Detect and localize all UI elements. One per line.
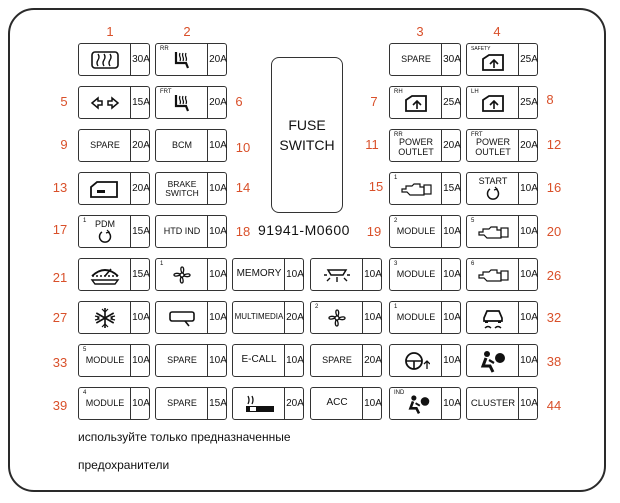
fuse-a1 (155, 258, 227, 291)
fuse-label: MODULE (396, 225, 436, 236)
amperage: 10A (284, 345, 305, 376)
fuse-b4 (389, 301, 461, 334)
warning-note-line1: используйте только предназначенные (78, 430, 291, 444)
fuse-number-6: 6 (235, 94, 243, 109)
amperage: 20A (518, 130, 539, 161)
fuse-label: POWER OUTLET (475, 137, 511, 157)
fuse-number-14: 14 (235, 180, 251, 195)
fuse-6 (155, 86, 227, 119)
fuse-b2 (232, 301, 304, 334)
fuse-sup: FRT (160, 89, 172, 95)
fuse-33 (78, 344, 150, 377)
fuse-11 (389, 129, 461, 162)
fuse-14 (155, 172, 227, 205)
airbag-icon (479, 349, 507, 373)
amperage: 10A (130, 345, 151, 376)
fuse-sup: IND (394, 390, 405, 396)
fuse-number-39: 39 (52, 398, 68, 413)
fuse-c2 (232, 344, 304, 377)
fuse-sup: LH (471, 89, 479, 95)
fuse-2 (155, 43, 227, 76)
fuse-7 (389, 86, 461, 119)
start-icon (98, 229, 112, 243)
fuse-number-16: 16 (546, 180, 562, 195)
amperage: 10A (518, 216, 539, 247)
fuse-label: MULTIMEDIA (234, 312, 284, 322)
engine-icon (400, 182, 432, 196)
amperage: 20A (207, 44, 228, 75)
fuse-12 (466, 129, 538, 162)
fuse-number-8: 8 (546, 92, 554, 107)
fuse-sup: 4 (83, 390, 87, 396)
fuse-sup: RR (160, 46, 169, 52)
heated-seat-icon (171, 49, 193, 71)
turn-signal-icon (90, 96, 120, 110)
fuse-label: PDM (95, 218, 115, 229)
fuse-17 (78, 215, 150, 248)
fuse-label: START (478, 175, 508, 186)
amperage: 10A (130, 302, 151, 333)
fuse-sup: 2 (394, 218, 398, 224)
amperage: 10A (441, 216, 462, 247)
airbag-icon (407, 393, 431, 415)
fuse-number-21: 21 (52, 270, 68, 285)
door-lock-icon (89, 179, 121, 199)
amperage: 10A (207, 173, 228, 204)
amperage: 20A (130, 173, 151, 204)
stability-control-icon (480, 306, 506, 330)
fuse-sup: 1 (394, 304, 398, 310)
amperage: 10A (518, 259, 539, 290)
engine-icon (477, 268, 509, 282)
fuse-switch-label-line1: FUSE (288, 117, 326, 133)
steering-wheel-icon (402, 350, 430, 372)
fuse-label: E-CALL (241, 354, 277, 366)
fuse-number-19: 19 (366, 224, 382, 239)
amperage: 10A (130, 388, 151, 419)
engine-icon (477, 225, 509, 239)
rear-wiper-icon (89, 264, 121, 286)
fuse-number-1: 1 (106, 24, 114, 39)
fuse-label: SPARE (322, 354, 352, 365)
fuse-label: BCM (172, 139, 192, 150)
warning-note-line2: предохранители (78, 458, 170, 472)
power-window-icon (480, 93, 506, 113)
fuse-number-9: 9 (60, 137, 68, 152)
cigarette-lighter-icon (242, 393, 276, 415)
amperage: 15A (130, 87, 151, 118)
fuse-39 (78, 387, 150, 420)
fuse-number-26: 26 (546, 268, 562, 283)
fuse-number-32: 32 (546, 310, 562, 325)
fuse-label: CLUSTER (470, 397, 516, 409)
fuse-number-10: 10 (235, 140, 251, 155)
amperage: 10A (207, 216, 228, 247)
fuse-sup: RH (394, 89, 403, 95)
fuse-sup: 3 (394, 261, 398, 267)
fuse-sup: RR (394, 132, 403, 138)
amperage: 25A (518, 87, 539, 118)
fuse-c4 (389, 344, 461, 377)
amperage: 10A (518, 388, 539, 419)
fuse-label: HTD IND (163, 225, 201, 236)
amperage: 10A (441, 302, 462, 333)
amperage: 15A (441, 173, 462, 204)
fuse-label: SPARE (90, 139, 120, 150)
fuse-label: MODULE (85, 397, 125, 408)
amperage: 20A (207, 87, 228, 118)
amperage: 10A (441, 345, 462, 376)
heated-seat-icon (171, 92, 193, 114)
air-conditioner-icon (93, 306, 117, 330)
amperage: 10A (441, 259, 462, 290)
rear-defroster-icon (90, 50, 120, 70)
fuse-5 (78, 86, 150, 119)
room-lamp-icon (322, 265, 352, 285)
fuse-26 (466, 258, 538, 291)
fuse-label: MEMORY (236, 268, 282, 280)
fuse-sup: 6 (471, 261, 475, 267)
fuse-8 (466, 86, 538, 119)
fuse-label: MODULE (85, 354, 125, 365)
amperage: 10A (207, 345, 228, 376)
power-window-icon (403, 93, 429, 113)
amperage: 10A (362, 302, 383, 333)
fuse-label: MODULE (396, 311, 436, 322)
fuse-10 (155, 129, 227, 162)
fuse-sup: 1 (394, 175, 398, 181)
fuse-32 (466, 301, 538, 334)
fuse-number-4: 4 (493, 24, 501, 39)
amperage: 30A (130, 44, 151, 75)
fuse-number-15: 15 (368, 179, 384, 194)
power-window-icon (480, 52, 506, 72)
fuse-c3 (310, 344, 382, 377)
fuse-number-18: 18 (235, 224, 251, 239)
fuse-38 (466, 344, 538, 377)
fuse-label: BRAKE SWITCH (165, 178, 199, 198)
fuse-15 (389, 172, 461, 205)
amperage: 10A (362, 388, 383, 419)
fuse-4 (466, 43, 538, 76)
fuse-3 (389, 43, 461, 76)
amperage: 20A (130, 130, 151, 161)
fuse-d2 (232, 387, 304, 420)
fuse-19 (389, 215, 461, 248)
fuse-c1 (155, 344, 227, 377)
amperage: 10A (518, 302, 539, 333)
fuse-label: ACC (326, 397, 348, 409)
fuse-21 (78, 258, 150, 291)
fuse-label: SPARE (167, 397, 197, 408)
fuse-switch (271, 57, 343, 213)
fuse-number-33: 33 (52, 355, 68, 370)
fuse-label: POWER OUTLET (398, 137, 434, 157)
fuse-number-5: 5 (60, 94, 68, 109)
fuse-d4 (389, 387, 461, 420)
amperage: 15A (207, 388, 228, 419)
amperage: 25A (518, 44, 539, 75)
fuse-d1 (155, 387, 227, 420)
fuse-9 (78, 129, 150, 162)
amperage: 10A (207, 302, 228, 333)
fuse-label: SPARE (167, 354, 197, 365)
fuse-18 (155, 215, 227, 248)
fuse-sup: 2 (315, 304, 319, 310)
fuse-number-3: 3 (416, 24, 424, 39)
fuse-sup: SAFETY (471, 46, 491, 52)
fuse-b1 (155, 301, 227, 334)
amperage: 20A (284, 388, 305, 419)
amperage: 10A (284, 259, 305, 290)
amperage: 20A (362, 345, 383, 376)
amperage: 15A (130, 216, 151, 247)
fuse-sup: 1 (160, 261, 164, 267)
amperage: 25A (441, 87, 462, 118)
start-icon (486, 186, 500, 200)
fuse-16 (466, 172, 538, 205)
fuse-number-20: 20 (546, 224, 562, 239)
amperage: 10A (518, 173, 539, 204)
fuse-number-2: 2 (183, 24, 191, 39)
blower-fan-icon (170, 263, 194, 287)
mirror-icon (167, 309, 197, 327)
part-number: 91941-M0600 (258, 222, 350, 238)
amperage: 10A (207, 130, 228, 161)
fuse-b3 (310, 301, 382, 334)
fuse-number-38: 38 (546, 354, 562, 369)
fuse-sup: 1 (83, 218, 87, 224)
fuse-20 (466, 215, 538, 248)
blower-fan-icon (325, 306, 349, 330)
amperage: 10A (441, 388, 462, 419)
amperage: 15A (130, 259, 151, 290)
fuse-a4 (389, 258, 461, 291)
fuse-number-11: 11 (365, 137, 379, 152)
amperage: 20A (441, 130, 462, 161)
fuse-number-27: 27 (52, 310, 68, 325)
amperage: 10A (362, 259, 383, 290)
fuse-44 (466, 387, 538, 420)
fuse-number-7: 7 (370, 94, 378, 109)
fuse-number-13: 13 (52, 180, 68, 195)
fuse-sup: 5 (83, 347, 87, 353)
fuse-a3 (310, 258, 382, 291)
fuse-number-17: 17 (52, 222, 68, 237)
fuse-label: SPARE (401, 53, 431, 64)
fuse-a2 (232, 258, 304, 291)
fuse-sup: FRT (471, 132, 483, 138)
amperage: 10A (518, 345, 539, 376)
fuse-label: MODULE (396, 268, 436, 279)
fuse-switch-label-line2: SWITCH (279, 137, 335, 153)
fuse-d3 (310, 387, 382, 420)
fuse-1 (78, 43, 150, 76)
fuse-13 (78, 172, 150, 205)
fuse-sup: 5 (471, 218, 475, 224)
fuse-number-44: 44 (546, 398, 562, 413)
amperage: 10A (207, 259, 228, 290)
fuse-27 (78, 301, 150, 334)
fuse-number-12: 12 (546, 137, 562, 152)
amperage: 20A (284, 302, 305, 333)
amperage: 30A (441, 44, 462, 75)
